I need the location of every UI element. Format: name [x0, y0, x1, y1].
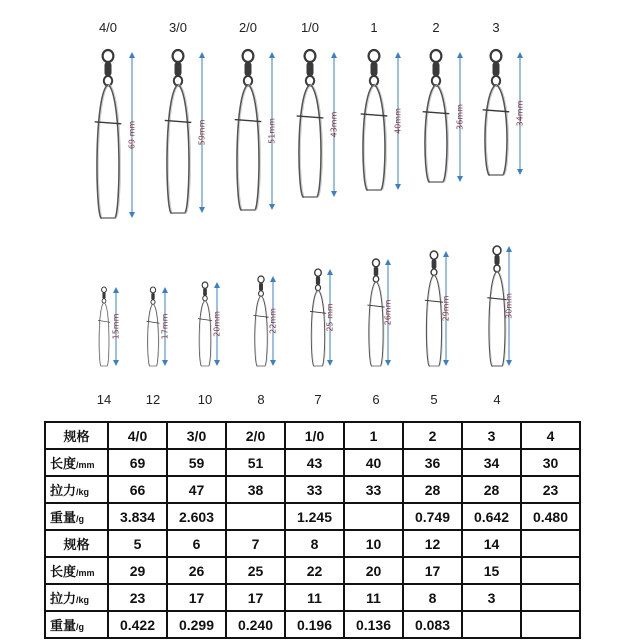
bottom-size-label: 5: [430, 392, 438, 407]
spec-cell: 17: [403, 557, 462, 584]
bottom-dimension-label: 30mm: [504, 293, 514, 319]
top-dimension-label: 40mm: [393, 108, 403, 134]
top-swivel-5: [423, 50, 450, 182]
spec-row: [45, 530, 580, 557]
bottom-dimension-3: [269, 276, 278, 366]
top-dimension-2: [268, 52, 277, 210]
bottom-dimension-label: 17mm: [160, 313, 170, 340]
spec-cell: 8: [285, 530, 344, 557]
spec-cell: 8: [403, 584, 462, 611]
bottom-dimension-label: 22mm: [268, 308, 278, 334]
top-swivel-6: [483, 50, 510, 175]
bottom-size-label: 10: [197, 392, 213, 407]
bottom-size-label: 6: [372, 392, 380, 407]
spec-cell: 30: [521, 449, 580, 476]
spec-cell: 2: [403, 422, 462, 449]
bottom-dimension-4: [326, 269, 335, 366]
spec-row-header: 长度/mm: [45, 449, 108, 476]
bottom-swivel-2: [198, 282, 212, 366]
spec-cell: 7: [226, 530, 285, 557]
top-size-label: 4/0: [98, 20, 118, 35]
spec-cell: 0.422: [108, 611, 167, 638]
spec-cell: [226, 503, 285, 530]
spec-cell: 11: [344, 584, 403, 611]
spec-row-header: 规格: [45, 530, 108, 557]
spec-cell: 47: [167, 476, 226, 503]
top-dimension-label: 51mm: [267, 118, 277, 144]
bottom-dimension-label: 20mm: [212, 311, 222, 337]
spec-cell: 59: [167, 449, 226, 476]
spec-cell: [462, 611, 521, 638]
top-size-label: 1: [370, 20, 378, 35]
spec-cell: [521, 557, 580, 584]
bottom-swivel-3: [253, 276, 268, 366]
spec-cell: 22: [285, 557, 344, 584]
bottom-dimension-2: [213, 282, 222, 366]
spec-cell: 2.603: [167, 503, 226, 530]
top-dimension-6: [516, 52, 525, 175]
spec-cell: 0.642: [462, 503, 521, 530]
spec-cell: 0.240: [226, 611, 285, 638]
spec-cell: 0.083: [403, 611, 462, 638]
top-size-label: 2/0: [238, 20, 258, 35]
spec-cell: 26: [167, 557, 226, 584]
top-dimension-3: [330, 52, 339, 197]
spec-cell: 40: [344, 449, 403, 476]
spec-cell: 23: [521, 476, 580, 503]
spec-cell: 0.480: [521, 503, 580, 530]
bottom-dimension-0: [112, 287, 121, 366]
spec-cell: 33: [344, 476, 403, 503]
top-dimension-label: 59mm: [197, 119, 207, 146]
top-dimension-label: 34mm: [515, 100, 525, 127]
spec-cell: 20: [344, 557, 403, 584]
spec-cell: 12: [403, 530, 462, 557]
spec-cell: 0.749: [403, 503, 462, 530]
spec-cell: 1.245: [285, 503, 344, 530]
spec-row-header: 拉力/kg: [45, 476, 108, 503]
spec-cell: 0.196: [285, 611, 344, 638]
spec-cell: 11: [285, 584, 344, 611]
spec-cell: 15: [462, 557, 521, 584]
spec-row: [45, 449, 580, 476]
spec-cell: 23: [108, 584, 167, 611]
top-size-label: 1/0: [300, 20, 320, 35]
spec-cell: 4: [521, 422, 580, 449]
top-dimension-0: [128, 52, 137, 218]
spec-cell: [521, 611, 580, 638]
spec-cell: 43: [285, 449, 344, 476]
top-dimension-label: 69 mm: [127, 120, 137, 150]
spec-cell: 6: [167, 530, 226, 557]
spec-cell: 29: [108, 557, 167, 584]
bottom-swivel-5: [367, 259, 384, 366]
bottom-swivel-4: [310, 269, 326, 366]
bottom-dimension-5: [384, 259, 393, 366]
spec-cell: 66: [108, 476, 167, 503]
spec-cell: 17: [226, 584, 285, 611]
spec-cell: 36: [403, 449, 462, 476]
spec-cell: 1: [344, 422, 403, 449]
spec-cell: 28: [403, 476, 462, 503]
spec-cell: 0.136: [344, 611, 403, 638]
top-swivel-4: [361, 50, 388, 190]
spec-cell: 51: [226, 449, 285, 476]
spec-row-header: 拉力/kg: [45, 584, 108, 611]
spec-row-header: 重量/g: [45, 611, 108, 638]
top-size-label: 3: [492, 20, 500, 35]
spec-row: [45, 422, 580, 449]
bottom-size-label: 7: [314, 392, 322, 407]
spec-cell: 3: [462, 584, 521, 611]
spec-row: [45, 476, 580, 503]
spec-cell: 2/0: [226, 422, 285, 449]
top-dimension-1: [198, 52, 207, 213]
spec-cell: 5: [108, 530, 167, 557]
bottom-swivel-0: [98, 287, 110, 366]
bottom-swivel-1: [146, 287, 159, 366]
top-swivel-3: [297, 50, 324, 197]
spec-cell: 4/0: [108, 422, 167, 449]
top-dimension-label: 43mm: [329, 111, 339, 138]
spec-row-header: 规格: [45, 422, 108, 449]
spec-cell: 14: [462, 530, 521, 557]
spec-cell: 34: [462, 449, 521, 476]
bottom-dimension-1: [161, 287, 170, 366]
bottom-size-label: 12: [145, 392, 161, 407]
spec-cell: 25: [226, 557, 285, 584]
spec-cell: 38: [226, 476, 285, 503]
spec-row-header: 重量/g: [45, 503, 108, 530]
bottom-dimension-label: 25 mm: [325, 303, 335, 332]
bottom-size-label: 14: [96, 392, 112, 407]
top-size-label: 2: [432, 20, 440, 35]
spec-row: [45, 584, 580, 611]
spec-cell: [521, 584, 580, 611]
bottom-dimension-label: 29mm: [441, 295, 451, 322]
spec-cell: 10: [344, 530, 403, 557]
spec-row: [45, 611, 580, 638]
spec-cell: 1/0: [285, 422, 344, 449]
spec-cell: 33: [285, 476, 344, 503]
top-dimension-5: [456, 52, 465, 182]
spec-row: [45, 557, 580, 584]
bottom-dimension-label: 26mm: [383, 299, 393, 326]
spec-cell: 3: [462, 422, 521, 449]
top-size-label: 3/0: [168, 20, 188, 35]
top-swivel-2: [235, 50, 262, 210]
spec-row: [45, 503, 580, 530]
top-swivel-1: [165, 50, 192, 213]
bottom-dimension-6: [442, 251, 451, 366]
top-swivel-0: [95, 50, 122, 218]
spec-table: [44, 421, 581, 639]
spec-cell: 17: [167, 584, 226, 611]
top-dimension-label: 36mm: [455, 104, 465, 130]
spec-cell: 3.834: [108, 503, 167, 530]
top-dimension-4: [394, 52, 403, 190]
spec-cell: 0.299: [167, 611, 226, 638]
spec-cell: 28: [462, 476, 521, 503]
bottom-swivel-6: [425, 251, 443, 366]
bottom-dimension-label: 15mm: [111, 313, 121, 340]
bottom-size-label: 4: [493, 392, 501, 407]
spec-cell: 3/0: [167, 422, 226, 449]
spec-cell: [344, 503, 403, 530]
bottom-size-label: 8: [257, 392, 265, 407]
spec-cell: [521, 530, 580, 557]
spec-cell: 69: [108, 449, 167, 476]
spec-row-header: 长度/mm: [45, 557, 108, 584]
